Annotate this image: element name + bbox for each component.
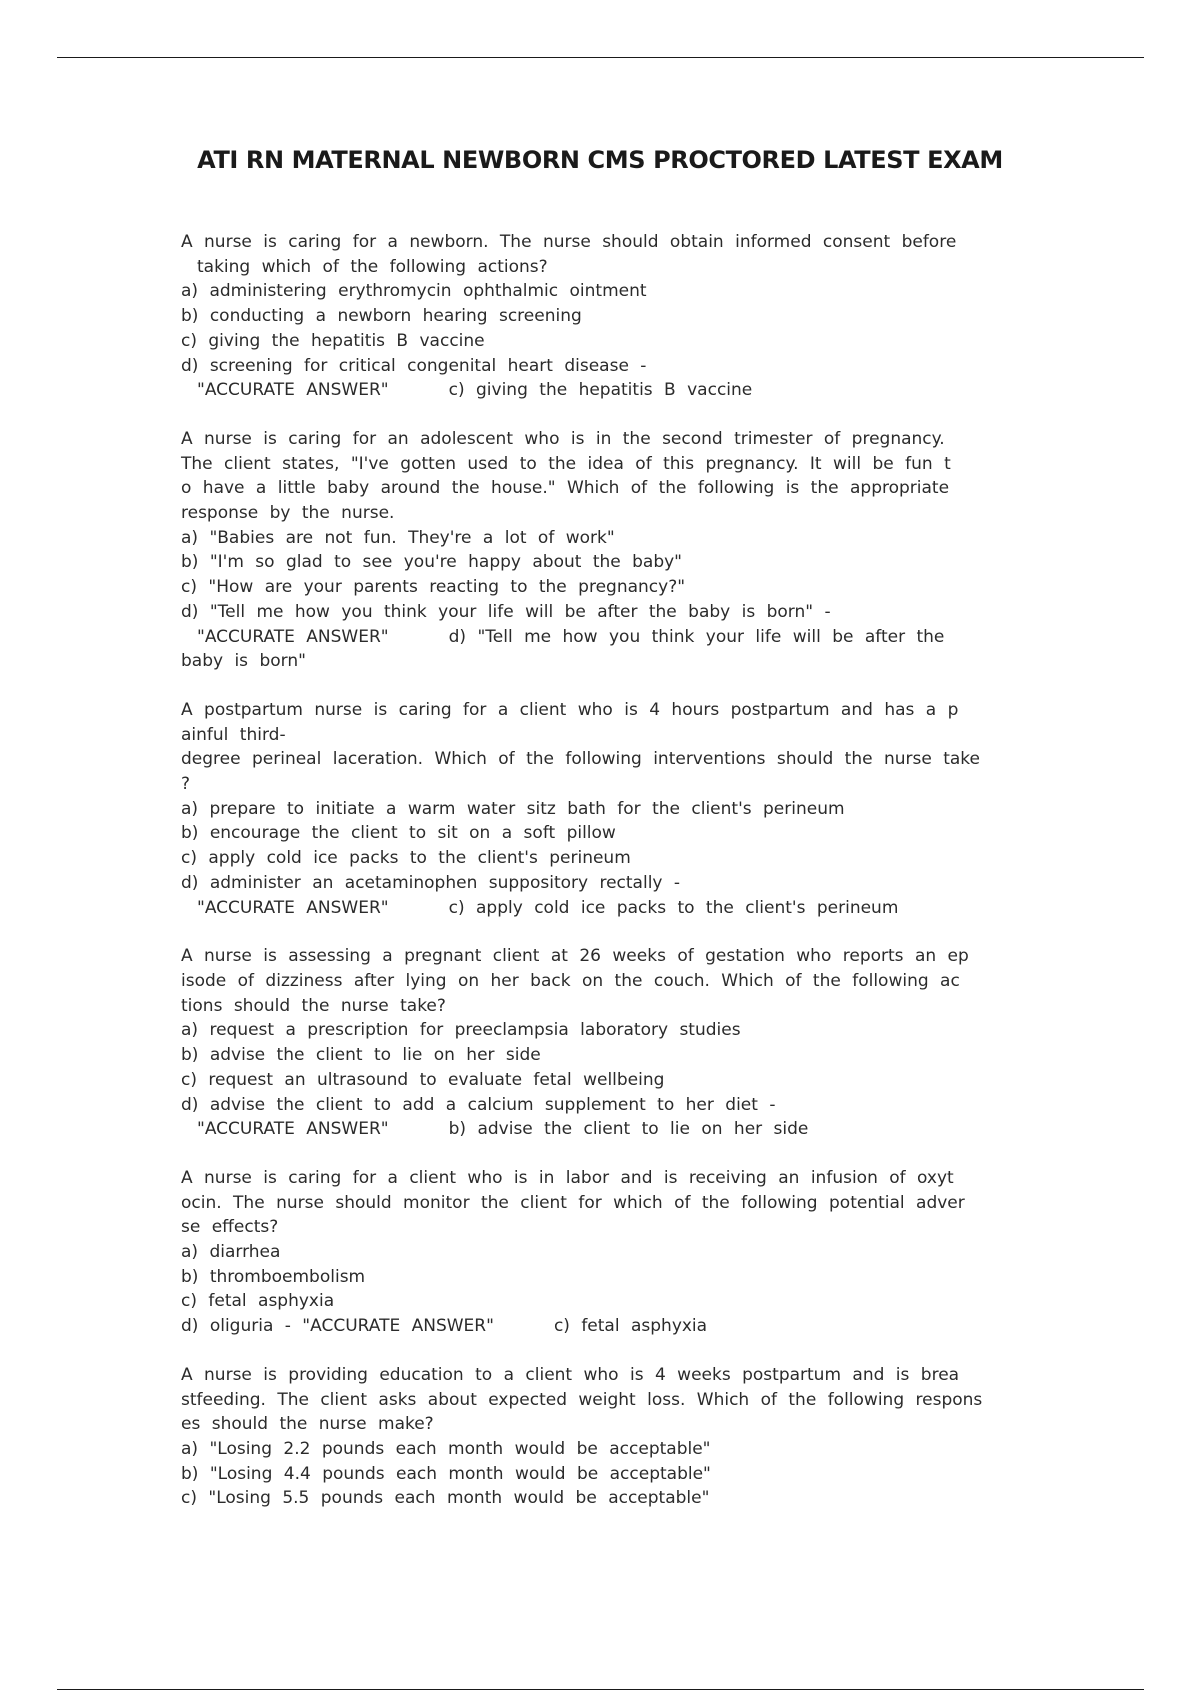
- answer-option: b) encourage the client to sit on a soft pillow: [181, 823, 616, 844]
- accurate-answer-text: d) "Tell me how you think your life will be after the: [448, 626, 945, 647]
- accurate-answer: [181, 378, 1021, 403]
- question-block: [181, 1363, 1021, 1511]
- question-block: [181, 1166, 1021, 1339]
- question-text: se effects?: [181, 1217, 279, 1238]
- question-text: ?: [181, 774, 191, 795]
- answer-option: c) request an ultrasound to evaluate fetal wellbeing: [181, 1069, 665, 1090]
- answer-option: a) diarrhea: [181, 1242, 281, 1263]
- accurate-answer-text: c) giving the hepatitis B vaccine: [448, 380, 753, 401]
- question-block: [181, 944, 1021, 1142]
- question-text: o have a little baby around the house." Which of the following is the appropriate: [181, 478, 950, 499]
- answer-option: c) "Losing 5.5 pounds each month would be acceptable": [181, 1488, 710, 1509]
- accurate-answer-tag: "ACCURATE ANSWER": [197, 380, 389, 401]
- answer-option-with-tag: d) oliguria - "ACCURATE ANSWER": [181, 1316, 494, 1337]
- question-text: The client states, "I've gotten used to the idea of this pregnancy. It will be fun t: [181, 453, 951, 474]
- accurate-answer-continuation: baby is born": [181, 651, 306, 672]
- top-rule: [57, 57, 1144, 58]
- accurate-answer-tag: "ACCURATE ANSWER": [197, 1119, 389, 1140]
- question-text: taking which of the following actions?: [197, 256, 548, 277]
- accurate-answer-tag: "ACCURATE ANSWER": [197, 626, 389, 647]
- question-text: A postpartum nurse is caring for a client who is 4 hours postpartum and has a p: [181, 699, 959, 720]
- question-text: tions should the nurse take?: [181, 995, 446, 1016]
- accurate-answer: [181, 1117, 1021, 1142]
- answer-option: c) giving the hepatitis B vaccine: [181, 330, 485, 351]
- accurate-answer-text: c) fetal asphyxia: [553, 1316, 708, 1337]
- question-block: [181, 230, 1021, 403]
- answer-option: c) "How are your parents reacting to the pregnancy?": [181, 577, 686, 598]
- accurate-answer: [181, 1314, 1021, 1339]
- answer-option: d) screening for critical congenital heart disease -: [181, 355, 647, 376]
- answer-option: a) administering erythromycin ophthalmic ointment: [181, 281, 647, 302]
- answer-option: a) "Babies are not fun. They're a lot of work": [181, 527, 615, 548]
- question-text: A nurse is caring for a newborn. The nurse should obtain informed consent before: [181, 232, 957, 252]
- question-text: A nurse is caring for a client who is in labor and is receiving an infusion of oxyt: [181, 1167, 954, 1188]
- answer-option: c) fetal asphyxia: [181, 1291, 335, 1312]
- answer-option: c) apply cold ice packs to the client's perineum: [181, 848, 631, 869]
- answer-option: d) advise the client to add a calcium supplement to her diet -: [181, 1094, 776, 1115]
- question-text: stfeeding. The client asks about expected weight loss. Which of the following respons: [181, 1389, 983, 1410]
- bottom-rule: [57, 1689, 1144, 1690]
- question-block: [181, 427, 1021, 674]
- question-text: ainful third-: [181, 724, 286, 745]
- question-list: [181, 230, 1021, 1535]
- question-text: degree perineal laceration. Which of the following interventions should the nurse take: [181, 749, 980, 770]
- answer-option: b) conducting a newborn hearing screening: [181, 306, 582, 327]
- accurate-answer-tag: "ACCURATE ANSWER": [197, 897, 389, 918]
- answer-option: b) advise the client to lie on her side: [181, 1045, 541, 1066]
- question-text: A nurse is providing education to a client who is 4 weeks postpartum and is brea: [181, 1364, 960, 1385]
- accurate-answer: [181, 625, 1021, 650]
- answer-option: b) thromboembolism: [181, 1266, 366, 1287]
- answer-option: b) "I'm so glad to see you're happy about the baby": [181, 552, 682, 573]
- answer-option: d) administer an acetaminophen suppository rectally -: [181, 872, 681, 893]
- question-text: response by the nurse.: [181, 503, 395, 524]
- answer-option: a) request a prescription for preeclampsia laboratory studies: [181, 1020, 741, 1041]
- accurate-answer-text: c) apply cold ice packs to the client's perineum: [448, 897, 899, 918]
- question-text: A nurse is caring for an adolescent who is in the second trimester of pregnancy.: [181, 428, 945, 449]
- question-text: A nurse is assessing a pregnant client at 26 weeks of gestation who reports an ep: [181, 946, 969, 967]
- question-text: ocin. The nurse should monitor the client for which of the following potential adver: [181, 1192, 965, 1213]
- question-block: [181, 698, 1021, 920]
- question-text: es should the nurse make?: [181, 1414, 434, 1435]
- question-text: isode of dizziness after lying on her back on the couch. Which of the following ac: [181, 970, 960, 991]
- answer-option: a) "Losing 2.2 pounds each month would be acceptable": [181, 1438, 711, 1459]
- answer-option: b) "Losing 4.4 pounds each month would be acceptable": [181, 1463, 711, 1484]
- answer-option: d) "Tell me how you think your life will be after the baby is born" -: [181, 601, 831, 622]
- document-title: ATI RN MATERNAL NEWBORN CMS PROCTORED LATEST EXAM: [197, 146, 1003, 174]
- answer-option: a) prepare to initiate a warm water sitz bath for the client's perineum: [181, 798, 845, 819]
- accurate-answer-text: b) advise the client to lie on her side: [448, 1119, 809, 1140]
- accurate-answer: [181, 896, 1021, 921]
